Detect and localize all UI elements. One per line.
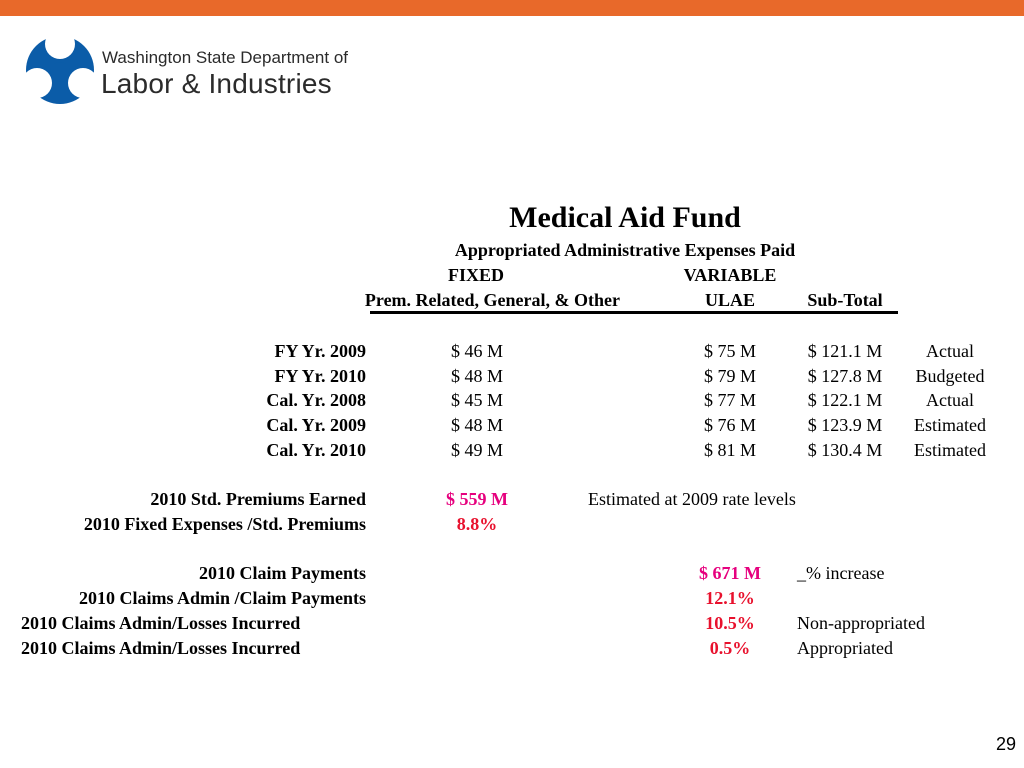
subtotal-value: $ 122.1 M xyxy=(807,390,883,410)
column-header-subtotal: Sub-Total xyxy=(807,290,883,310)
subtotal-value: $ 123.9 M xyxy=(807,415,883,435)
logo-agency-name: Labor & Industries xyxy=(101,68,332,99)
premiums-earned-label: 2010 Std. Premiums Earned xyxy=(150,489,366,509)
admin-payments-value: 12.1% xyxy=(705,588,755,608)
row-label: FY Yr. 2010 xyxy=(274,366,366,386)
claim-payments-value: $ 671 M xyxy=(699,563,761,583)
column-header-fixed: Prem. Related, General, & Other xyxy=(364,290,620,310)
fixed-value: $ 48 M xyxy=(450,366,503,386)
header-fixed: FIXED xyxy=(447,265,504,285)
row-label: Cal. Yr. 2010 xyxy=(266,440,366,460)
claim-payments-note: _% increase xyxy=(797,563,885,583)
losses-nonappropriated-label: 2010 Claims Admin/Losses Incurred xyxy=(21,613,301,633)
losses-nonappropriated-value: 10.5% xyxy=(705,613,755,633)
ulae-value: $ 81 M xyxy=(703,440,756,460)
fixed-value: $ 46 M xyxy=(450,341,503,361)
fixed-ratio-label: 2010 Fixed Expenses /Std. Premiums xyxy=(83,514,366,534)
premiums-earned-value: $ 559 M xyxy=(446,489,508,509)
page-title: Medical Aid Fund xyxy=(509,201,741,234)
status-value: Actual xyxy=(926,390,974,410)
ulae-value: $ 77 M xyxy=(703,390,756,410)
admin-payments-label: 2010 Claims Admin /Claim Payments xyxy=(78,588,366,608)
status-value: Budgeted xyxy=(915,366,985,386)
page-number: 29 xyxy=(995,734,1016,754)
status-value: Actual xyxy=(926,341,974,361)
page-subtitle: Appropriated Administrative Expenses Paid xyxy=(454,240,796,260)
fixed-value: $ 49 M xyxy=(450,440,503,460)
row-label: Cal. Yr. 2009 xyxy=(266,415,366,435)
lni-logo-icon xyxy=(24,34,96,106)
subtotal-value: $ 121.1 M xyxy=(807,341,883,361)
agency-logo xyxy=(24,34,349,106)
column-header-ulae: ULAE xyxy=(704,290,755,310)
ulae-value: $ 76 M xyxy=(703,415,756,435)
fixed-value: $ 48 M xyxy=(450,415,503,435)
fixed-ratio-value: 8.8% xyxy=(456,514,498,534)
header-rule xyxy=(370,311,898,314)
premiums-note: Estimated at 2009 rate levels xyxy=(588,489,796,509)
subtotal-value: $ 130.4 M xyxy=(807,440,883,460)
row-label: FY Yr. 2009 xyxy=(274,341,366,361)
fixed-value: $ 45 M xyxy=(450,390,503,410)
subtotal-value: $ 127.8 M xyxy=(807,366,883,386)
claim-payments-label: 2010 Claim Payments xyxy=(199,563,366,583)
losses-appropriated-value: 0.5% xyxy=(709,638,751,658)
losses-appropriated-label: 2010 Claims Admin/Losses Incurred xyxy=(21,638,301,658)
losses-nonappropriated-note: Non-appropriated xyxy=(797,613,925,633)
status-value: Estimated xyxy=(914,415,986,435)
losses-appropriated-note: Appropriated xyxy=(797,638,893,658)
ulae-value: $ 79 M xyxy=(703,366,756,386)
status-value: Estimated xyxy=(914,440,986,460)
row-label: Cal. Yr. 2008 xyxy=(266,390,366,410)
header-variable: VARIABLE xyxy=(683,265,777,285)
logo-department-text: Washington State Department of xyxy=(102,48,349,67)
ulae-value: $ 75 M xyxy=(703,341,756,361)
top-accent-bar xyxy=(0,0,1024,16)
